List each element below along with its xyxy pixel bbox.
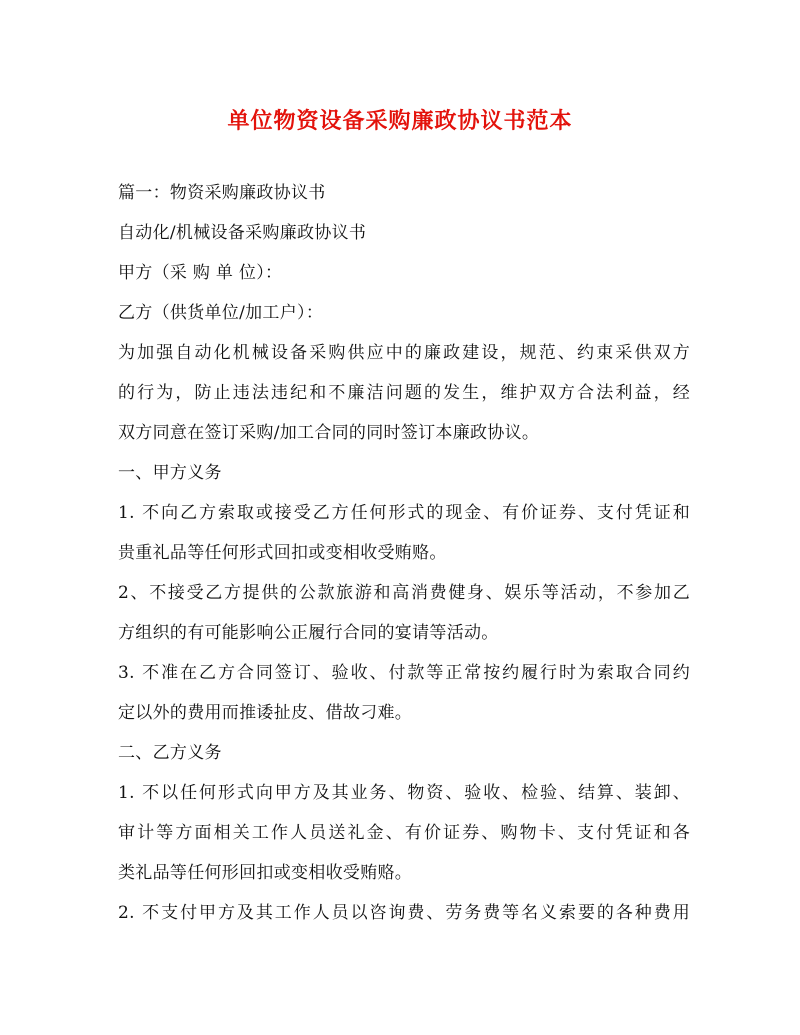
- party-a-clause-3-line-1: 3. 不准在乙方合同签订、验收、付款等正常按约履行时为索取合同约: [118, 663, 690, 683]
- preamble-line-3: 双方同意在签订采购/加工合同的同时签订本廉政协议。: [118, 423, 540, 443]
- party-a-clause-1-line-2: 贵重礼品等任何形式回扣或变相收受贿赂。: [118, 543, 447, 563]
- party-a-clause-2-line-2: 方组织的有可能影响公正履行合同的宴请等活动。: [118, 623, 499, 643]
- party-a-clause-3-line-2: 定以外的费用而推诿扯皮、借故刁难。: [118, 703, 413, 723]
- party-b-clause-1-line-2: 审计等方面相关工作人员送礼金、有价证券、购物卡、支付凭证和各: [118, 823, 690, 843]
- party-b-label: 乙方（供货单位/加工户）：: [118, 303, 324, 323]
- document-title: 单位物资设备采购廉政协议书范本: [227, 108, 573, 134]
- party-b-clause-1-line-3: 类礼品等任何形回扣或变相收受贿赂。: [118, 863, 413, 883]
- agreement-subtitle: 自动化/机械设备采购廉政协议书: [118, 223, 367, 243]
- party-a-label: 甲方（采 购 单 位）：: [118, 263, 283, 283]
- party-b-clause-2-line-1: 2. 不支付甲方及其工作人员以咨询费、劳务费等名义索要的各种费用: [118, 903, 690, 923]
- document-body: [118, 173, 690, 933]
- party-a-clause-2-line-1: 2、不接受乙方提供的公款旅游和高消费健身、娱乐等活动，不参加乙: [118, 583, 690, 603]
- preamble-line-1: 为加强自动化机械设备采购供应中的廉政建设，规范、约束采供双方: [118, 343, 690, 363]
- section-heading-party-a-duties: 一、甲方义务: [118, 463, 222, 483]
- section-heading-part-one: 篇一：物资采购廉政协议书: [118, 183, 326, 203]
- preamble-line-2: 的行为，防止违法违纪和不廉洁问题的发生，维护双方合法利益，经: [118, 383, 690, 403]
- party-b-clause-1-line-1: 1. 不以任何形式向甲方及其业务、物资、验收、检验、结算、装卸、: [118, 783, 690, 803]
- section-heading-party-b-duties: 二、乙方义务: [118, 743, 222, 763]
- party-a-clause-1-line-1: 1. 不向乙方索取或接受乙方任何形式的现金、有价证券、支付凭证和: [118, 503, 690, 523]
